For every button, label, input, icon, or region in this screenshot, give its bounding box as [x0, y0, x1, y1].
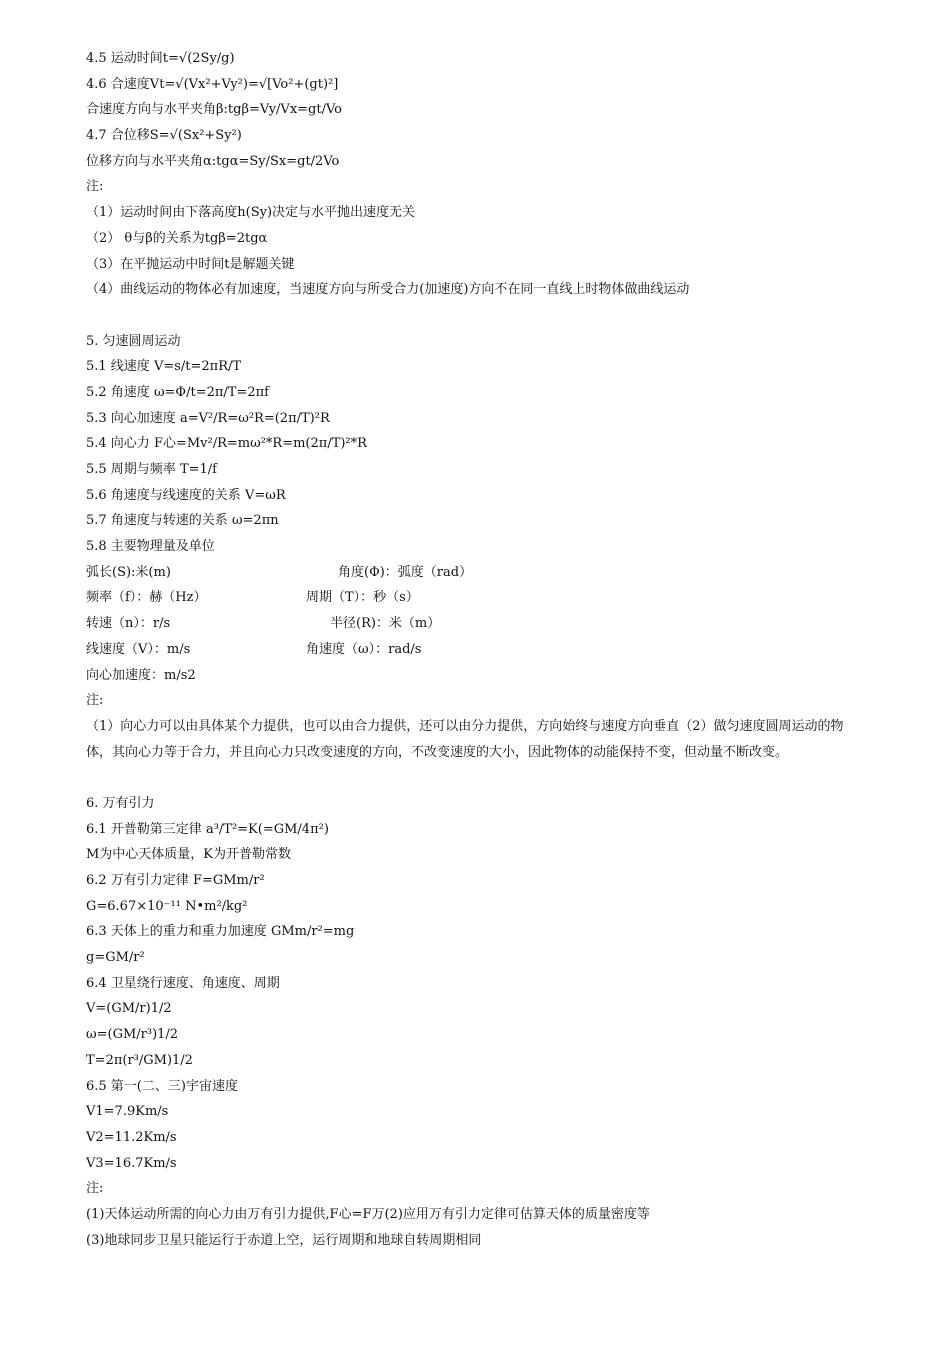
unit-right: 周期（T）：秒（s） — [306, 590, 419, 606]
sec4-note-1: （1）运动时间由下落高度h(Sy)决定与水平抛出速度无关 — [86, 205, 416, 221]
unit-row — [86, 637, 876, 663]
sec6-line-11: 6.5 第一(二、三)宇宙速度 — [86, 1078, 238, 1094]
unit-right: 角速度（ω）：rad/s — [306, 641, 422, 657]
sec6-line-3: 6.2 万有引力定律 F=GMm/r² — [86, 873, 265, 889]
sec6-line-10: T=2π(r³/GM)1/2 — [86, 1052, 193, 1068]
unit-left: 弧长(S):米(m) — [86, 564, 171, 580]
sec5-heading: 5. 匀速圆周运动 — [86, 333, 181, 349]
sec4-line-3: 合速度方向与水平夹角β:tgβ=Vy/Vx=gt/Vo — [86, 102, 342, 118]
sec5-line-1: 5.1 线速度 V=s/t=2πR/T — [86, 359, 242, 375]
sec5-line-7: 5.7 角速度与转速的关系 ω=2πn — [86, 513, 279, 529]
sec4-line-4: 4.7 合位移S=√(Sx²+Sy²) — [86, 128, 242, 144]
unit-left: 转速（n）：r/s — [86, 616, 171, 632]
sec6-line-6: g=GM/r² — [86, 950, 145, 966]
sec4-line-1: 4.5 运动时间t=√(2Sy/g) — [86, 51, 235, 66]
unit-row — [86, 611, 876, 637]
sec6-line-9: ω=(GM/r³)1/2 — [86, 1027, 179, 1043]
document-page — [86, 46, 876, 1253]
sec4-line-5: 位移方向与水平夹角α:tgα=Sy/Sx=gt/2Vo — [86, 153, 340, 169]
sec6-line-7: 6.4 卫星绕行速度、角速度、周期 — [86, 975, 280, 991]
sec6-note-label: 注: — [86, 1181, 104, 1197]
sec5-line-3: 5.3 向心加速度 a=V²/R=ω²R=(2π/T)²R — [86, 410, 330, 426]
sec4-note-label: 注: — [86, 179, 104, 195]
sec5-line-4: 5.4 向心力 F心=Mv²/R=mω²*R=m(2π/T)²*R — [86, 436, 367, 452]
sec4-note-4: （4）曲线运动的物体必有加速度，当速度方向与所受合力(加速度)方向不在同一直线上时物体做曲线运动 — [86, 282, 690, 298]
blank-line — [86, 765, 876, 791]
sec6-line-4: G=6.67×10⁻¹¹ N•m²/kg² — [86, 898, 248, 914]
sec5-line-2: 5.2 角速度 ω=Φ/t=2π/T=2πf — [86, 384, 269, 400]
sec6-line-13: V2=11.2Km/s — [86, 1129, 177, 1145]
sec5-line-8: 5.8 主要物理量及单位 — [86, 539, 215, 555]
sec6-line-5: 6.3 天体上的重力和重力加速度 GMm/r²=mg — [86, 924, 355, 940]
unit-left: 频率（f）：赫（Hz） — [86, 590, 207, 606]
sec4-line-2: 4.6 合速度Vt=√(Vx²+Vy²)=√[Vo²+(gt)²] — [86, 76, 339, 92]
sec6-line-2: M为中心天体质量，K为开普勒常数 — [86, 847, 292, 863]
sec6-line-14: V3=16.7Km/s — [86, 1155, 177, 1171]
sec5-note-paragraph: （1）向心力可以由具体某个力提供，也可以由合力提供，还可以由分力提供，方向始终与速度方向垂直（2）做匀速度圆周运动的物体，其向心力等于合力，并且向心力只改变速度的方向，不改变速度的大小，因此物体的动能保持不变，但动量不断改变。 — [86, 718, 844, 760]
blank-line — [86, 303, 876, 329]
unit-row — [86, 560, 876, 586]
sec5-note-label: 注: — [86, 693, 104, 709]
sec5-accel-unit: 向心加速度：m/s2 — [86, 667, 196, 683]
unit-left: 线速度（V）：m/s — [86, 641, 191, 657]
sec6-heading: 6. 万有引力 — [86, 795, 155, 811]
sec5-line-5: 5.5 周期与频率 T=1/f — [86, 462, 217, 477]
sec6-line-12: V1=7.9Km/s — [86, 1104, 169, 1120]
unit-right: 角度(Φ)：弧度（rad） — [338, 564, 473, 580]
sec4-note-2: （2） θ与β的关系为tgβ=2tgα — [86, 230, 268, 246]
sec4-note-3: （3）在平抛运动中时间t是解题关键 — [86, 256, 295, 272]
sec5-line-6: 5.6 角速度与线速度的关系 V=ωR — [86, 487, 286, 503]
sec6-line-8: V=(GM/r)1/2 — [86, 1001, 172, 1017]
unit-row — [86, 585, 876, 611]
sec6-line-1: 6.1 开普勒第三定律 a³/T²=K(=GM/4π²) — [86, 821, 329, 837]
sec6-note-2: (3)地球同步卫星只能运行于赤道上空，运行周期和地球自转周期相同 — [86, 1232, 482, 1248]
sec6-note-1: (1)天体运动所需的向心力由万有引力提供,F心=F万(2)应用万有引力定律可估算天体的质量密度等 — [86, 1206, 650, 1222]
unit-right: 半径(R)：米（m） — [330, 616, 441, 632]
